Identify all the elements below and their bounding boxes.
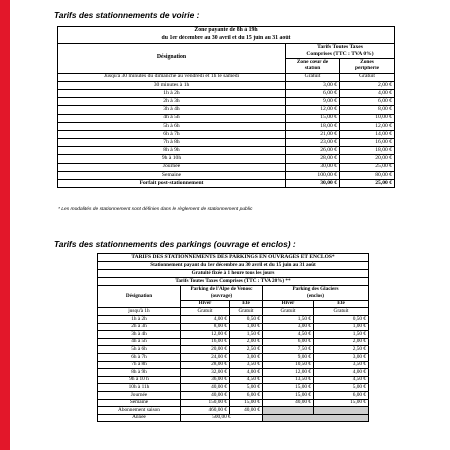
parking-venosc-line1: Parking de l'Alpe de Venosc [190, 285, 253, 292]
voirie-row-centre-price: 100,00 € [286, 171, 340, 179]
voirie-row-centre-price: 18,00 € [286, 122, 340, 130]
voirie-row-label: 3h à 4h [58, 106, 286, 114]
glaciers-hiver-price: Gratuit [263, 308, 314, 316]
parking-row-label: 5h à 6h [98, 346, 181, 354]
voirie-row-label: 7h à 8h [58, 139, 286, 147]
red-side-bar [0, 0, 10, 450]
parking-designation-header: Désignation [98, 285, 181, 308]
voirie-row-peri-price: 2,00 € [340, 81, 395, 89]
glaciers-hiver-price: 9,00 € [263, 353, 314, 361]
zone-header-line1: Zone payante de 8h à 19h [194, 27, 258, 34]
parking-glaciers-header [263, 285, 369, 293]
glaciers-hiver-price: 4,50 € [263, 331, 314, 339]
voirie-row [58, 163, 395, 171]
parking-row-label: 2h à 3h [98, 323, 181, 331]
voirie-rows [58, 73, 395, 188]
glaciers-ete-price: 2,50 € [314, 346, 369, 354]
voirie-row-label: 8h à 9h [58, 147, 286, 155]
voirie-row [58, 139, 395, 147]
voirie-row-label: 9h à 10h [58, 155, 286, 163]
voirie-row [58, 89, 395, 97]
venosc-hiver-price: Gratuit [181, 308, 230, 316]
parking-title: TARIFS DES STATIONNEMENTS DES PARKINGS EN OUVRAGES ET ENCLOS* [98, 254, 369, 262]
ttc-header-line1: Tarifs Toutes Taxes [317, 43, 363, 50]
grey-empty-cell [314, 407, 369, 415]
venosc-ete-price: 4,50 € [230, 376, 263, 384]
venosc-hiver-price: 36,00 € [181, 376, 230, 384]
venosc-ete-price: 5,00 € [230, 384, 263, 392]
venosc-ete-price: 3,00 € [230, 353, 263, 361]
venosc-ete-price: 40,00 € [230, 407, 263, 415]
voirie-row-centre-price: 6,00 € [286, 89, 340, 97]
designation-label: Désignation [156, 54, 187, 61]
parking-row [98, 315, 369, 323]
parking-row [98, 384, 369, 392]
year-grey-cell [263, 414, 369, 422]
glaciers-hiver-price: 1,50 € [263, 315, 314, 323]
venosc-hiver-price: 8,00 € [181, 323, 230, 331]
glaciers-hiver-price: 10,50 € [263, 361, 314, 369]
voirie-row-centre-price: 12,00 € [286, 106, 340, 114]
venosc-hiver-price: 460,00 € [181, 407, 230, 415]
parking-row-label: Semaine [98, 399, 181, 407]
venosc-hiver-price: 28,00 € [181, 361, 230, 369]
parking-row [98, 399, 369, 407]
section-heading-voirie: Tarifs des stationnements de voirie : [54, 10, 200, 20]
voirie-row [58, 98, 395, 106]
parking-row-label: jusqu'à 1h [98, 308, 181, 316]
zone-header-cell [58, 27, 395, 36]
voirie-row-peri-price: 4,00 € [340, 89, 395, 97]
parking-row-label: 4h à 5h [98, 338, 181, 346]
venosc-ete-price: 2,00 € [230, 338, 263, 346]
voirie-row-peri-price: 12,00 € [340, 122, 395, 130]
venosc-ete-price: 0,50 € [230, 315, 263, 323]
col-centre-line2: station [304, 65, 321, 72]
parking-row-label: 9h à 10 h [98, 376, 181, 384]
venosc-hiver-price: 40,00 € [181, 391, 230, 399]
voirie-row [58, 106, 395, 114]
voirie-row-label: 4h à 5h [58, 114, 286, 122]
parking-rows [98, 308, 369, 414]
voirie-row-peri-price: 20,00 € [340, 155, 395, 163]
parking-free-note: Gratuité fixée à 1 heure tous les jours [98, 270, 369, 278]
venosc-hiver-price: 150,00 € [181, 399, 230, 407]
glaciers-hiver-price: 12,00 € [263, 369, 314, 377]
voirie-row-peri-price: 16,00 € [340, 139, 395, 147]
parking-glaciers-line1: Parking des Glaciers [292, 285, 339, 292]
voirie-row-centre-price: 28,00 € [286, 155, 340, 163]
voirie-row-peri-price: 80,00 € [340, 171, 395, 179]
parking-row-label: 6h à 7h [98, 353, 181, 361]
venosc-ete-price: 15,00 € [230, 399, 263, 407]
venosc-hiver-price: 12,00 € [181, 331, 230, 339]
glaciers-ete-price: 1,00 € [314, 323, 369, 331]
voirie-tariff-table [57, 26, 395, 188]
venosc-ete-price: 1,50 € [230, 331, 263, 339]
grey-empty-cell [263, 407, 314, 415]
glaciers-ete-price: Gratuit [314, 308, 369, 316]
parking-row [98, 369, 369, 377]
venosc-ete-price: 1,00 € [230, 323, 263, 331]
voirie-row [58, 147, 395, 155]
parking-row [98, 338, 369, 346]
venosc-ete-price: 6,00 € [230, 391, 263, 399]
voirie-row-label: Semaine [58, 171, 286, 179]
voirie-row-centre-price: 21,00 € [286, 130, 340, 138]
voirie-row [58, 122, 395, 130]
zone-header-line2: du 1er décembre au 30 avril et du 15 juin au 31 août [161, 35, 291, 42]
parking-row-label: 1h à 2h [98, 315, 181, 323]
glaciers-ete-price: 2,00 € [314, 338, 369, 346]
section-heading-parkings: Tarifs des stationnements des parkings (ouvrage et enclos) : [54, 239, 296, 249]
glaciers-ete-price: 1,50 € [314, 331, 369, 339]
venosc-hiver-price: 4,00 € [181, 315, 230, 323]
parking-row [98, 391, 369, 399]
voirie-row-label: 30 minutes à 1h [58, 81, 286, 89]
glaciers-hiver-price: 13,50 € [263, 376, 314, 384]
year-value: 500,00 € [181, 414, 263, 422]
parking-row [98, 361, 369, 369]
glaciers-ete-price: 5,00 € [314, 384, 369, 392]
parking-tariff-table [97, 253, 369, 422]
venosc-hiver-price: 20,00 € [181, 346, 230, 354]
venosc-ete-price: 3,50 € [230, 361, 263, 369]
col-centre-header-2 [286, 66, 340, 73]
col-peri-header [340, 59, 395, 66]
parking-ttc-header: Tarifs Toutes Taxes Comprises (TTC : TVA 20%) ** [98, 277, 369, 285]
voirie-row [58, 114, 395, 122]
ttc-header-cell [286, 44, 395, 52]
voirie-row-peri-price: 8,00 € [340, 106, 395, 114]
voirie-row-peri-price: 14,00 € [340, 130, 395, 138]
glaciers-hiver-price: 40,00 € [263, 399, 314, 407]
col-centre-line1: Zone cœur de [296, 58, 329, 65]
voirie-row-centre-price: 15,00 € [286, 114, 340, 122]
voirie-row-centre-price: 26,00 € [286, 147, 340, 155]
venosc-hiver-price: 32,00 € [181, 369, 230, 377]
voirie-row-peri-price: 18,00 € [340, 147, 395, 155]
glaciers-ete-price: 3,50 € [314, 361, 369, 369]
voirie-row-centre-price: 3,00 € [286, 81, 340, 89]
glaciers-ete-price: 4,50 € [314, 376, 369, 384]
parking-row-label: 7h à 8h [98, 361, 181, 369]
voirie-row-centre-price: 23,00 € [286, 139, 340, 147]
venosc-ete-header: Eté [230, 300, 263, 308]
parking-glaciers-line2: (enclos) [307, 292, 325, 299]
parking-row-label: Abonnement saison [98, 407, 181, 415]
parking-row-label: Journée [98, 391, 181, 399]
voirie-row-peri-price: Gratuit [340, 73, 395, 81]
venosc-hiver-price: 24,00 € [181, 353, 230, 361]
glaciers-ete-price: 6,00 € [314, 391, 369, 399]
venosc-hiver-header: Hiver [181, 300, 230, 308]
parking-row [98, 376, 369, 384]
glaciers-ete-price: 15,00 € [314, 399, 369, 407]
col-peri-header-2 [340, 66, 395, 73]
parking-row-label: 8h à 9h [98, 369, 181, 377]
col-peri-line2: périphérie [355, 65, 379, 72]
parking-row [98, 353, 369, 361]
voirie-row [58, 171, 395, 179]
voirie-row-label: Journée [58, 163, 286, 171]
glaciers-ete-price: 4,00 € [314, 369, 369, 377]
parking-row [98, 323, 369, 331]
glaciers-hiver-price: 3,00 € [263, 323, 314, 331]
year-label: Année [98, 414, 181, 422]
voirie-row [58, 180, 395, 188]
parking-row-label: 3h à 4h [98, 331, 181, 339]
voirie-footnote: * Les modalités de stationnement sont définies dans le règlement de stationnement public [58, 207, 253, 212]
voirie-row-label: Forfait post-stationnement [58, 180, 286, 188]
glaciers-ete-price: 0,50 € [314, 315, 369, 323]
voirie-row-label: 5h à 6h [58, 122, 286, 130]
parking-glaciers-subheader [263, 293, 369, 301]
parking-venosc-header [181, 285, 263, 293]
parking-venosc-subheader [181, 293, 263, 301]
glaciers-hiver-price: 15,00 € [263, 384, 314, 392]
col-centre-header [286, 59, 340, 66]
voirie-row-peri-price: 6,00 € [340, 98, 395, 106]
voirie-row-label: 1h à 2h [58, 89, 286, 97]
parking-period: Stationnement payant du 1er décembre au 30 avril et du 15 juin au 31 août [98, 262, 369, 270]
voirie-row-label: 6h à 7h [58, 130, 286, 138]
parking-row [98, 308, 369, 316]
zone-header-period-cell [58, 35, 395, 44]
voirie-row-centre-price: 30,00 € [286, 163, 340, 171]
venosc-hiver-price: 16,00 € [181, 338, 230, 346]
glaciers-hiver-price: 6,00 € [263, 338, 314, 346]
voirie-row-label: 2h à 3h [58, 98, 286, 106]
parking-venosc-line2: (ouvrage) [210, 292, 233, 299]
parking-row [98, 331, 369, 339]
glaciers-hiver-header: Hiver [263, 300, 314, 308]
voirie-row-centre-price: 30,00 € [286, 180, 340, 188]
parking-row [98, 346, 369, 354]
venosc-ete-price: Gratuit [230, 308, 263, 316]
venosc-hiver-price: 40,00 € [181, 384, 230, 392]
voirie-row [58, 73, 395, 81]
parking-row [98, 407, 369, 415]
glaciers-ete-price: 3,00 € [314, 353, 369, 361]
parking-row-label: 10h à 11h [98, 384, 181, 392]
col-peri-line1: Zones [360, 58, 374, 65]
ttc-header-cell-2 [286, 51, 395, 59]
voirie-row-peri-price: 25,00 € [340, 180, 395, 188]
voirie-row-peri-price: 10,00 € [340, 114, 395, 122]
voirie-row [58, 155, 395, 163]
voirie-row [58, 130, 395, 138]
voirie-row-label: Jusqu'à 30 minutes du dimanche au vendredi et 1h le samedi [58, 73, 286, 81]
glaciers-hiver-price: 15,00 € [263, 391, 314, 399]
glaciers-ete-header: Eté [314, 300, 369, 308]
designation-header [58, 44, 286, 74]
voirie-row-centre-price: 9,00 € [286, 98, 340, 106]
voirie-row [58, 81, 395, 89]
venosc-ete-price: 4,00 € [230, 369, 263, 377]
venosc-ete-price: 2,50 € [230, 346, 263, 354]
glaciers-hiver-price: 7,50 € [263, 346, 314, 354]
ttc-header-line2: Comprises (TTC : TVA 0%) [306, 51, 374, 57]
voirie-row-peri-price: 25,00 € [340, 163, 395, 171]
voirie-row-centre-price: Gratuit [286, 73, 340, 81]
